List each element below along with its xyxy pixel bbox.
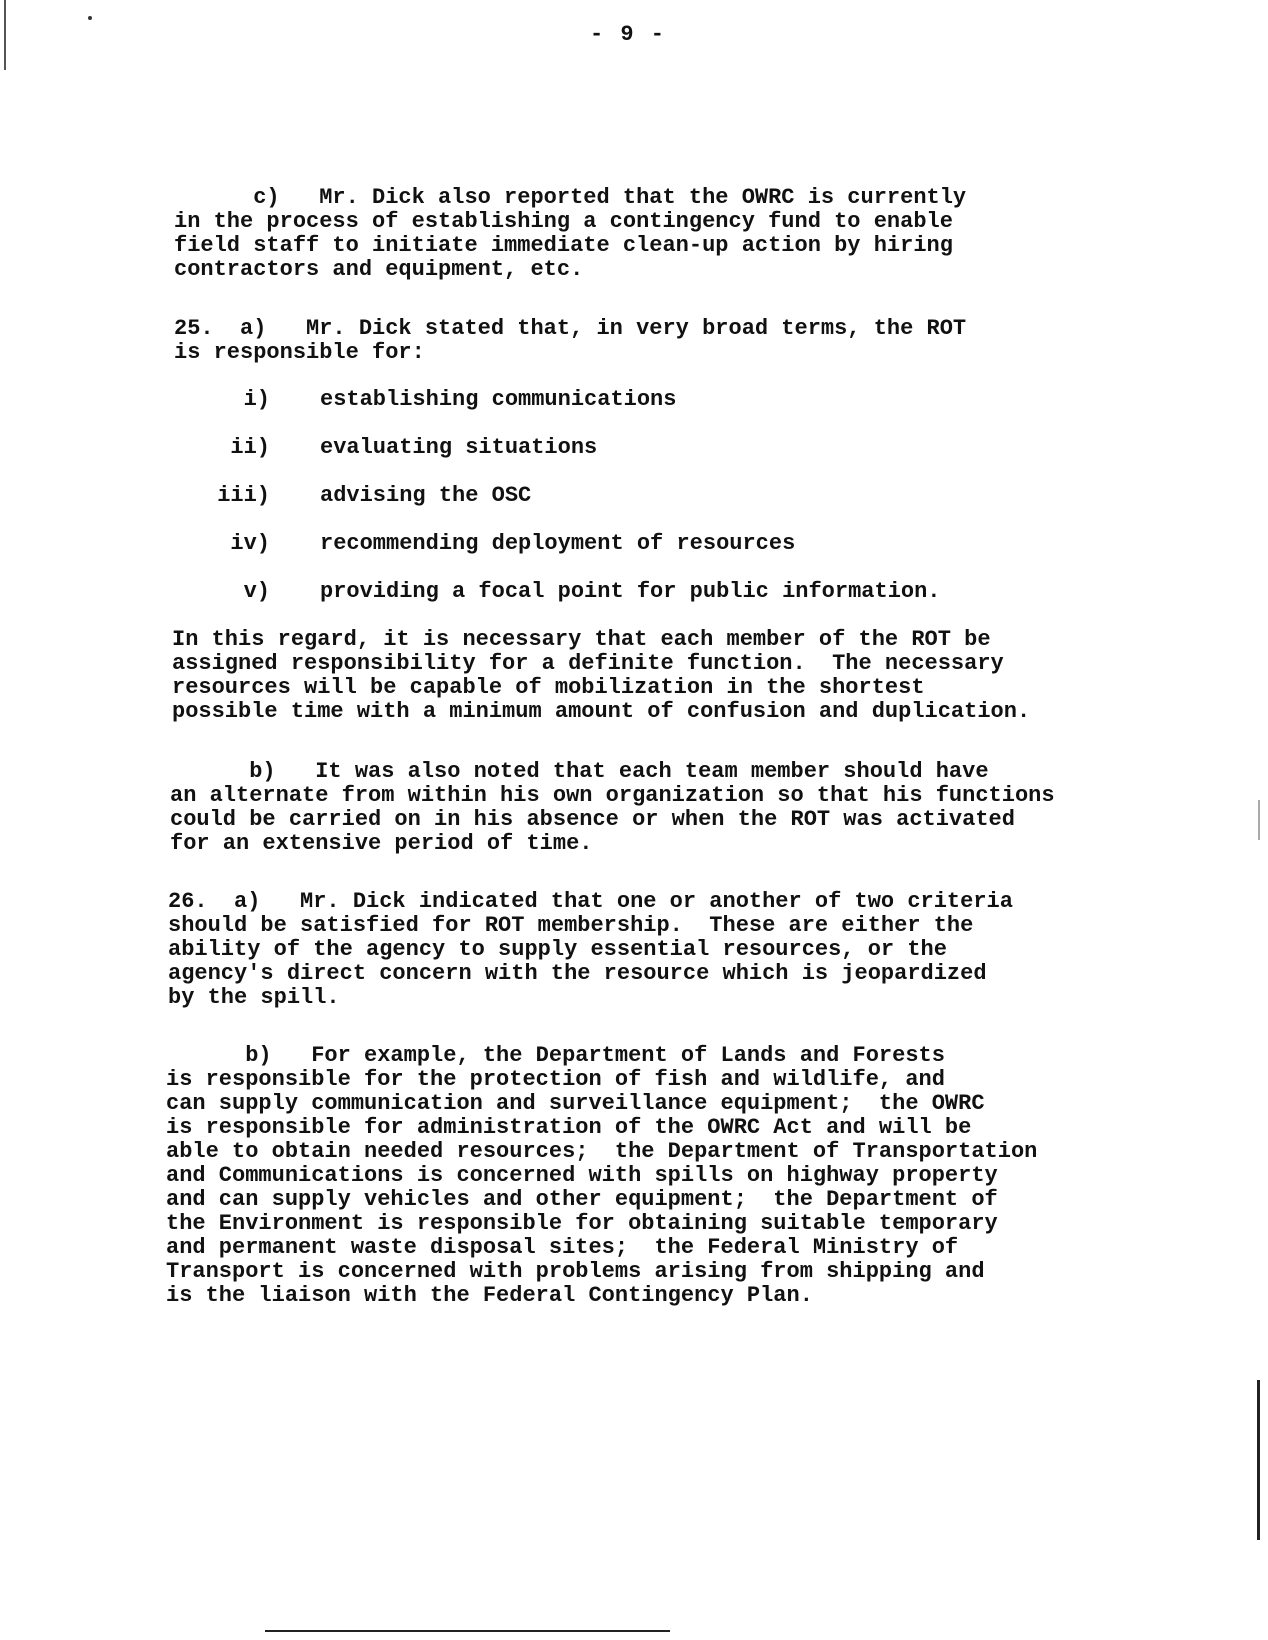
text-line: an alternate from within his own organization so that his functions bbox=[170, 783, 1055, 808]
footer-rule bbox=[265, 1630, 670, 1632]
text-line: 26. a) Mr. Dick indicated that one or another of two criteria bbox=[168, 889, 1013, 914]
list-text: recommending deployment of resources bbox=[320, 531, 796, 556]
text-line: b) It was also noted that each team member should have bbox=[170, 759, 989, 784]
text-line: able to obtain needed resources; the Department of Transportation bbox=[166, 1139, 1038, 1164]
speck bbox=[88, 16, 92, 20]
text-line: by the spill. bbox=[168, 985, 340, 1010]
text-line: contractors and equipment, etc. bbox=[174, 257, 584, 282]
text-line: and can supply vehicles and other equipment; the Department of bbox=[166, 1187, 998, 1212]
list-text: providing a focal point for public information. bbox=[320, 579, 941, 604]
text-line: is responsible for administration of the OWRC Act and will be bbox=[166, 1115, 972, 1140]
list-marker: iii) bbox=[217, 483, 270, 508]
scan-mark-right bbox=[1258, 800, 1260, 840]
text-line: and permanent waste disposal sites; the Federal Ministry of bbox=[166, 1235, 959, 1260]
text-line: should be satisfied for ROT membership. These are either the bbox=[168, 913, 974, 938]
list-text: establishing communications bbox=[320, 387, 677, 412]
text-line: b) For example, the Department of Lands and Forests bbox=[166, 1043, 945, 1068]
list-text: evaluating situations bbox=[320, 435, 598, 460]
text-line: In this regard, it is necessary that each member of the ROT be bbox=[172, 627, 991, 652]
text-line: possible time with a minimum amount of confusion and duplication. bbox=[172, 699, 1031, 724]
list-marker: ii) bbox=[230, 435, 270, 460]
text-line: is responsible for: bbox=[174, 340, 425, 365]
text-line: assigned responsibility for a definite function. The necessary bbox=[172, 651, 1004, 676]
text-line: agency's direct concern with the resource which is jeopardized bbox=[168, 961, 987, 986]
text-line: 25. a) Mr. Dick stated that, in very broad terms, the ROT bbox=[174, 316, 967, 341]
text-line: and Communications is concerned with spills on highway property bbox=[166, 1163, 998, 1188]
text-line: the Environment is responsible for obtaining suitable temporary bbox=[166, 1211, 998, 1236]
text-line: could be carried on in his absence or when the ROT was activated bbox=[170, 807, 1015, 832]
text-line: in the process of establishing a contingency fund to enable bbox=[174, 209, 953, 234]
list-marker: i) bbox=[243, 387, 270, 412]
scan-edge-right bbox=[1257, 1380, 1260, 1540]
text-line: for an extensive period of time. bbox=[170, 831, 593, 856]
text-line: resources will be capable of mobilization in the shortest bbox=[172, 675, 925, 700]
text-line: field staff to initiate immediate clean-up action by hiring bbox=[174, 233, 953, 258]
text-line: Transport is concerned with problems arising from shipping and bbox=[166, 1259, 985, 1284]
text-line: can supply communication and surveillance equipment; the OWRC bbox=[166, 1091, 985, 1116]
text-line: ability of the agency to supply essential resources, or the bbox=[168, 937, 947, 962]
list-text: advising the OSC bbox=[320, 483, 532, 508]
list-marker: iv) bbox=[230, 531, 270, 556]
text-line: is responsible for the protection of fish and wildlife, and bbox=[166, 1067, 945, 1092]
text-line: is the liaison with the Federal Contingency Plan. bbox=[166, 1283, 813, 1308]
text-line: c) Mr. Dick also reported that the OWRC is currently bbox=[174, 185, 967, 210]
scan-edge-left bbox=[4, 0, 6, 70]
list-marker: v) bbox=[243, 579, 270, 604]
page-number: - 9 - bbox=[590, 22, 667, 47]
